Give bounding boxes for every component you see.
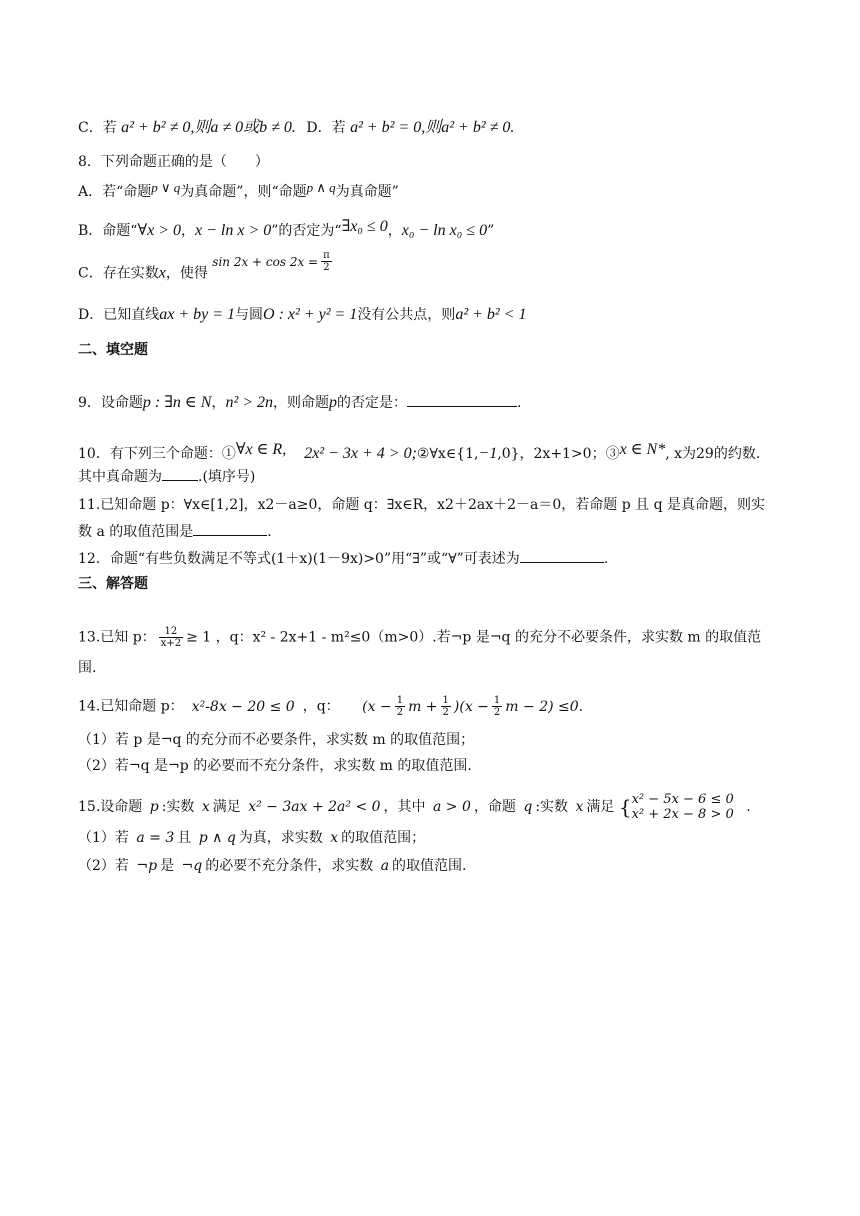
q14-fraction (395, 695, 405, 718)
q15-math: p (149, 799, 159, 815)
q15-math: x² − 3ax + 2a² < 0 (248, 799, 381, 815)
q10-text: 其中真命题为 (78, 469, 162, 485)
q15-text: ，其中 (383, 799, 426, 815)
q9-text: . (517, 395, 522, 411)
q12-text: . (603, 551, 609, 567)
fraction-denominator: 2 (396, 707, 404, 718)
q8-c-math: x (158, 264, 166, 282)
q15-text: 的必要不充分条件，求实数 (205, 858, 374, 874)
q8-a-math: p ∧ q (306, 180, 336, 195)
q13-fraction (159, 626, 183, 649)
fraction-numerator: 1 (442, 695, 449, 706)
q15-math: x (201, 799, 210, 815)
q15-text: （2）若 (78, 858, 129, 874)
q8-d-math: O : x² + y² = 1 (263, 306, 358, 323)
q15-line1 (78, 792, 751, 822)
q8-c-text: C．存在实数 (78, 265, 159, 282)
q15-text: 为真，求实数 (238, 830, 323, 846)
q9 (78, 392, 522, 413)
q10-math: −1 (478, 445, 498, 462)
q15-math: a > 0 (433, 799, 471, 815)
q9-text: ，则命题 (273, 395, 330, 411)
q8-a-text: 为真命题”，则“命题 (180, 184, 307, 200)
q15-sub1 (78, 828, 425, 848)
q10-math: 2x² − 3x + 4 > 0; (304, 445, 417, 462)
q15-system-row: x² + 2x − 8 > 0 (631, 807, 734, 822)
q9-math: p (329, 394, 338, 411)
q10-math: ∀x ∈ R, (235, 441, 287, 458)
q10-text: ,0}，2x+1>0；③ (497, 446, 620, 462)
q15-text: . (746, 799, 751, 815)
q9-math: p : ∃n ∈ N (142, 394, 212, 411)
q8-b-text: ” (487, 223, 495, 239)
q15-text: 满足 (212, 799, 241, 815)
q14-fraction (492, 695, 502, 718)
q13-line2: 围. (78, 660, 97, 676)
q11-line2 (78, 521, 272, 542)
q8-option-d (78, 305, 527, 325)
q14-math: (x − (362, 698, 392, 715)
q8-c-text: ，使得 (165, 265, 208, 282)
section-heading-fill-blank: 二、填空题 (78, 342, 148, 358)
q8-b-math: x − ln x > 0 (195, 222, 272, 239)
q15-text: 是 (160, 858, 175, 874)
q8-d-text: D．已知直线 (78, 307, 160, 323)
q12-answer-blank[interactable] (520, 548, 604, 563)
q15-text: ，命题 (473, 799, 516, 815)
q9-text: 的否定是： (337, 395, 408, 411)
q15-math: ¬q (181, 858, 203, 874)
q8-b-text: ， (181, 223, 196, 239)
q12-text: 12．命题“有些负数满足不等式(1＋x)(1－9x)>0”用“∃”或“∀”可表述为 (78, 551, 520, 567)
q8-b-text: ， (387, 223, 402, 239)
q8-d-math: ax + by = 1 (159, 306, 236, 323)
q15-math: x (575, 799, 584, 815)
q15-text: 15.设命题 (78, 799, 143, 815)
q9-text: 9．设命题 (78, 395, 143, 411)
q15-text: （1）若 (78, 830, 129, 846)
fraction-numerator: 1 (493, 695, 501, 706)
q9-math: n² > 2n (225, 394, 274, 411)
q15-text: :实数 (161, 799, 195, 815)
q10-text: ②∀x∈{1, (416, 446, 479, 462)
brace-icon: { (618, 795, 632, 819)
q11-text: 数 a 的取值范围是 (78, 524, 194, 540)
fraction-numerator: 1 (396, 695, 404, 706)
q14-math: )(x − (453, 698, 489, 715)
q8-b-text: B．命题“ (78, 223, 138, 239)
q8-option-c (78, 250, 335, 285)
q8-d-text: 与圆 (235, 307, 264, 323)
q8-option-a (78, 178, 399, 202)
fraction-denominator: 2 (442, 707, 449, 718)
q13-line1 (78, 626, 761, 649)
q15-system-row: x² − 5x − 6 ≤ 0 (631, 792, 734, 807)
q8-stem: 8．下列命题正确的是（ ） (78, 154, 269, 170)
q10-text: .(填序号) (198, 469, 256, 485)
q10-line2 (78, 466, 255, 487)
q10-text: 10．有下列三个命题：① (78, 446, 236, 462)
q8-b-math: ∀x > 0 (137, 222, 182, 239)
q13-text: 13.已知 p： (78, 629, 156, 646)
q15-math: ¬p (136, 858, 158, 874)
q15-sub2 (78, 856, 467, 876)
q14-fraction (441, 695, 451, 718)
q7-option-c-label: C．若 (78, 120, 117, 136)
q9-answer-blank[interactable] (407, 392, 517, 407)
q10-answer-blank[interactable] (162, 466, 198, 481)
section-heading-solutions: 三、解答题 (78, 576, 148, 592)
q15-math: q (523, 799, 533, 815)
q8-d-text: 没有公共点，则 (357, 307, 456, 323)
q7-option-d-math: a² + b² = 0,则a² + b² ≠ 0. (350, 119, 515, 136)
q15-system (632, 792, 734, 822)
q15-math: a = 3 (136, 830, 175, 846)
q10-text: , x为29的约数. (665, 446, 761, 462)
q8-c-fraction (321, 250, 332, 273)
q8-c-equation (212, 250, 334, 273)
q7-option-c-math: a² + b² ≠ 0,则a ≠ 0或b ≠ 0. (121, 119, 296, 136)
q7-options-cd (78, 118, 514, 138)
q11-line1: 11.已知命题 p：∀x∈[1,2]，x2－a≥0，命题 q：∃x∈R，x2＋2ax＋2－a＝0，若命题 p 且 q 是真命题，则实 (78, 497, 766, 513)
q8-a-text: 为真命题” (335, 184, 399, 200)
q8-b-text: ”的否定为“ (271, 223, 342, 239)
q8-option-b (78, 217, 494, 241)
q15-text: 的取值范围； (341, 830, 426, 846)
q14-sub2: （2）若¬q 是¬p 的必要而不充分条件，求实数 m 的取值范围. (78, 758, 472, 774)
fraction-denominator: x+2 (160, 638, 182, 649)
q14-line1 (78, 695, 583, 718)
q15-text: 且 (177, 830, 192, 846)
q8-a-math: p ∨ q (151, 180, 181, 195)
q12 (78, 548, 608, 569)
q14-text: ，q： (302, 698, 340, 715)
q14-sub1: （1）若 p 是¬q 的充分而不必要条件，求实数 m 的取值范围； (78, 732, 475, 748)
q13-text: ≥ 1 ，q：x² - 2x+1 - m²≤0（m>0）.若¬p 是¬q 的充分不必要条件，求实数 m 的取值范 (186, 629, 762, 646)
q7-option-d-label: D．若 (306, 120, 346, 136)
q15-text: 满足 (586, 799, 615, 815)
q14-q-expression (362, 695, 584, 718)
q14-math: m − 2) ≤0. (505, 698, 584, 715)
q11-text: . (267, 524, 272, 540)
q14-math: x²-8x − 20 ≤ 0 (191, 698, 295, 715)
q9-text: ， (211, 395, 226, 411)
q8-a-text: A．若“命题 (78, 184, 152, 200)
q10-math: x ∈ N* (619, 441, 666, 458)
q15-math: a (380, 858, 390, 874)
q14-math: m + (408, 698, 438, 715)
q8-b-math: x₀ − ln x₀ ≤ 0 (401, 222, 488, 239)
fraction-numerator: 12 (159, 626, 183, 638)
fraction-denominator: 2 (323, 262, 330, 273)
q15-math: x (330, 830, 339, 846)
q15-text: 的取值范围. (392, 858, 467, 874)
q15-math: p ∧ q (198, 830, 236, 846)
q10-line1 (78, 440, 760, 464)
q8-c-math: sin 2x + cos 2x = (212, 254, 319, 269)
fraction-denominator: 2 (493, 707, 501, 718)
fraction-numerator: π (323, 250, 330, 261)
q8-b-math: ∃x₀ ≤ 0 (341, 218, 388, 235)
q14-text: 14.已知命题 p： (78, 698, 184, 715)
q8-d-math: a² + b² < 1 (455, 306, 527, 323)
q11-answer-blank[interactable] (193, 521, 267, 536)
q15-text: :实数 (535, 799, 569, 815)
